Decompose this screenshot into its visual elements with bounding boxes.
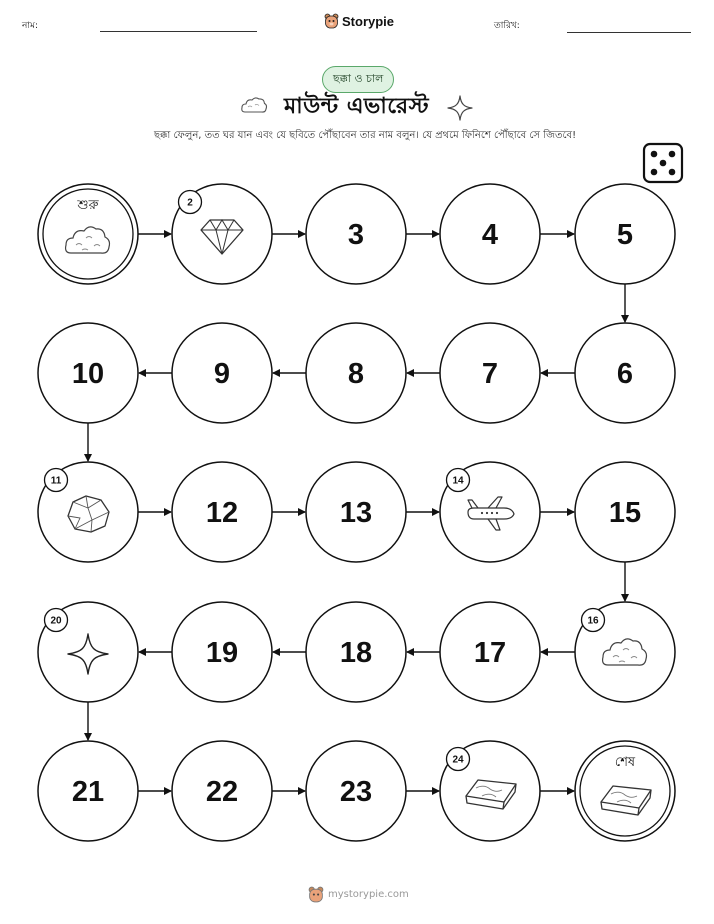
cell-number: 23: [339, 776, 373, 808]
board-cells: [38, 184, 675, 841]
board-cell-23[interactable]: [306, 741, 406, 841]
cell-number: 4: [481, 219, 499, 251]
board-cell-11[interactable]: [38, 462, 138, 562]
board-cell-25[interactable]: [575, 741, 675, 841]
cell-number: 6: [616, 358, 634, 390]
footer-url[interactable]: mystorypie.com: [328, 889, 409, 900]
board-cell-24[interactable]: [440, 741, 540, 841]
page-title: মাউন্ট এভারেস্ট: [284, 94, 430, 119]
board-cell-8[interactable]: [306, 323, 406, 423]
cell-number: 15: [608, 497, 642, 529]
cell-number: 11: [50, 475, 62, 487]
cell-number: 24: [452, 754, 464, 766]
cell-number: 22: [205, 776, 239, 808]
board-cell-21[interactable]: [38, 741, 138, 841]
cell-number: 21: [71, 776, 105, 808]
board-cell-4[interactable]: [440, 184, 540, 284]
cell-number: 18: [339, 637, 373, 669]
board-cell-6[interactable]: [575, 323, 675, 423]
board-cell-5[interactable]: [575, 184, 675, 284]
brand-name: Storypie: [342, 13, 395, 29]
board-cell-18[interactable]: [306, 602, 406, 702]
date-label: তারিখ:: [494, 21, 520, 31]
cell-number: 13: [339, 497, 373, 529]
cell-number: 16: [587, 615, 599, 627]
board-cell-16[interactable]: [575, 602, 675, 702]
board-cell-10[interactable]: [38, 323, 138, 423]
start-label: শুরু: [77, 198, 99, 213]
board-cell-12[interactable]: [172, 462, 272, 562]
cell-number: 9: [213, 358, 231, 390]
cell-number: 17: [473, 637, 507, 669]
cell-number: 14: [452, 475, 464, 487]
board-cell-13[interactable]: [306, 462, 406, 562]
board-cell-22[interactable]: [172, 741, 272, 841]
cell-number: 8: [347, 358, 365, 390]
category-badge: ছক্কা ও চাল: [322, 66, 394, 93]
instructions-text: ছক্কা ফেলুন, তত ঘর যান এবং যে ছবিতে পৌঁছাবেন তার নাম বলুন। যে প্রথমে ফিনিশে পৌঁছাবে সে জিতবে!: [154, 130, 577, 141]
footer: [308, 886, 409, 903]
name-label: নাম:: [22, 21, 39, 31]
cell-number: 20: [50, 615, 62, 627]
cell-number: 3: [347, 219, 365, 251]
board-cell-19[interactable]: [172, 602, 272, 702]
cell-number: 12: [205, 497, 239, 529]
cell-number: 5: [616, 219, 634, 251]
cell-number: 2: [187, 197, 193, 209]
cell-number: 7: [481, 358, 499, 390]
board-cell-7[interactable]: [440, 323, 540, 423]
board-cell-15[interactable]: [575, 462, 675, 562]
bear-logo-icon: [308, 886, 324, 903]
board-cell-3[interactable]: [306, 184, 406, 284]
end-label: শেষ: [614, 755, 636, 770]
board-cell-20[interactable]: [38, 602, 138, 702]
board-cell-9[interactable]: [172, 323, 272, 423]
board-cell-14[interactable]: [440, 462, 540, 562]
board-cell-17[interactable]: [440, 602, 540, 702]
board-cell-1[interactable]: [38, 184, 138, 284]
cell-number: 19: [205, 637, 239, 669]
cell-number: 10: [71, 358, 105, 390]
board-cell-2[interactable]: [172, 184, 272, 284]
